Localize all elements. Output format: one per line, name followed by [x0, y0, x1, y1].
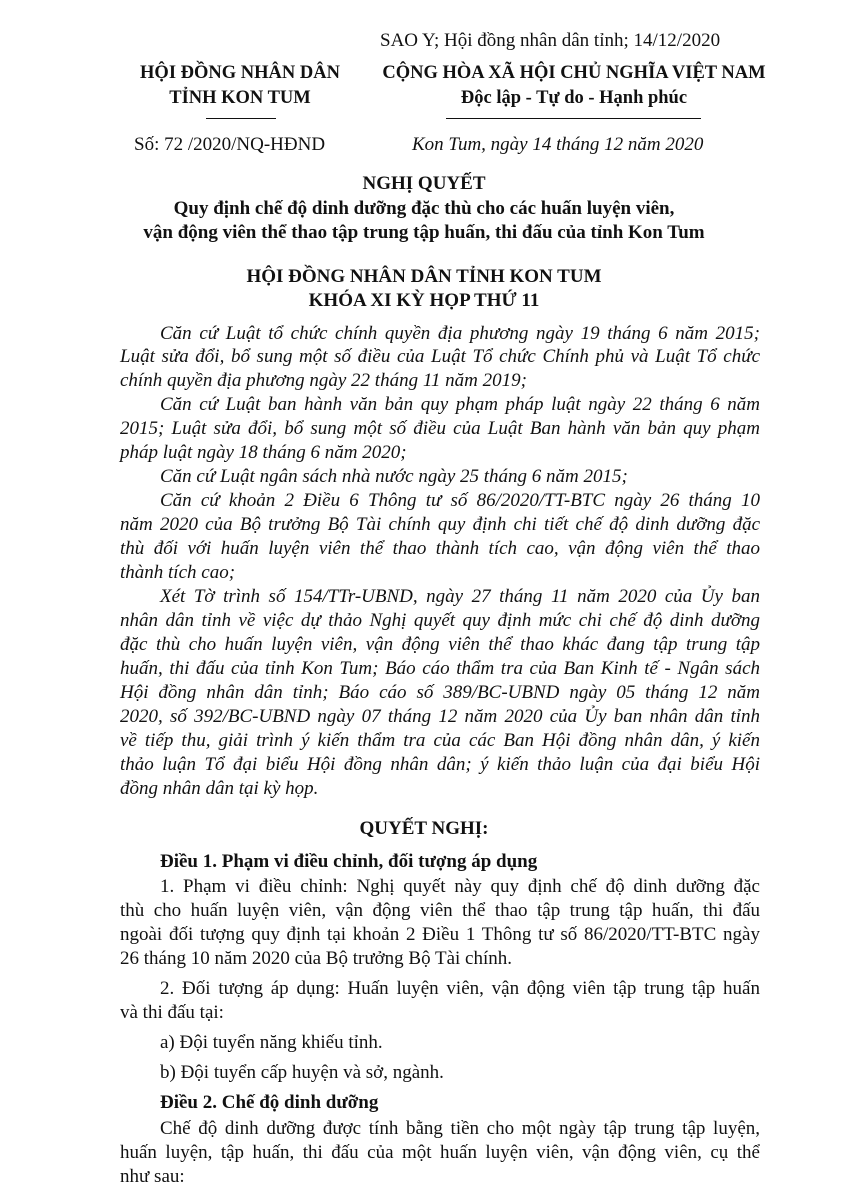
- agency-name-line1: HỘI ĐỒNG NHÂN DÂN: [140, 63, 340, 83]
- article1-item-a: a) Đội tuyển năng khiếu tỉnh.: [160, 1032, 383, 1053]
- subject-line1: Quy định chế độ dinh dưỡng đặc thù cho các huấn luyện viên,: [173, 198, 675, 219]
- preamble-line: đặc thù cho huấn luyện viên, vận động viên thể thao khác đang tập trung tập: [120, 634, 760, 655]
- article2-text-line: như sau:: [120, 1166, 185, 1187]
- article1-text-line: thù cho huấn luyện viên, vận động viên thể thao tập trung tập huấn, thi đấu: [120, 900, 760, 921]
- preamble-line: 2015; Luật sửa đổi, bổ sung một số điều của Luật Ban hành văn bản quy phạm: [120, 418, 760, 439]
- article1-item-b: b) Đội tuyển cấp huyện và sở, ngành.: [160, 1062, 444, 1083]
- article1-text-line: 26 tháng 10 năm 2020 của Bộ trưởng Bộ Tài chính.: [120, 948, 513, 969]
- preamble-line: Căn cứ khoản 2 Điều 6 Thông tư số 86/2020/TT-BTC ngày 26 tháng 10: [160, 490, 760, 511]
- motto-underline: [446, 118, 701, 119]
- national-title: CỘNG HÒA XÃ HỘI CHỦ NGHĨA VIỆT NAM: [382, 63, 766, 83]
- preamble-line: chính quyền địa phương ngày 22 tháng 11 năm 2019;: [120, 370, 527, 391]
- resolves-heading: QUYẾT NGHỊ:: [359, 818, 489, 839]
- preamble-line: huấn, thi đấu của tỉnh Kon Tum; Báo cáo thẩm tra của Ban Kinh tế - Ngân sách: [120, 658, 760, 679]
- document-type: NGHỊ QUYẾT: [362, 173, 486, 194]
- agency-name-line2: TỈNH KON TUM: [169, 88, 311, 108]
- preamble-line: đồng nhân dân tại kỳ họp.: [120, 778, 319, 799]
- article1-text-line: và thi đấu tại:: [120, 1002, 224, 1023]
- preamble-line: Luật sửa đổi, bổ sung một số điều của Luật Tổ chức Chính phủ và Luật Tổ chức: [120, 346, 760, 367]
- article2-text-line: huấn luyện, tập huấn, thi đấu của một huấn luyện viên, vận động viên, cụ thể: [120, 1142, 760, 1163]
- copy-stamp: SAO Y; Hội đồng nhân dân tỉnh; 14/12/2020: [380, 30, 721, 51]
- article1-heading: Điều 1. Phạm vi điều chỉnh, đối tượng áp dụng: [160, 851, 538, 872]
- preamble-line: về tiếp thu, giải trình ý kiến thẩm tra của các Ban Hội đồng nhân dân, ý kiến: [120, 730, 760, 751]
- article1-text-line: 2. Đối tượng áp dụng: Huấn luyện viên, vận động viên tập trung tập huấn: [160, 978, 760, 999]
- document-number: Số: 72 /2020/NQ-HĐND: [134, 134, 326, 155]
- preamble-line: Căn cứ Luật tổ chức chính quyền địa phương ngày 19 tháng 6 năm 2015;: [160, 323, 760, 344]
- preamble-line: thảo luận Tổ đại biểu Hội đồng nhân dân; ý kiến thảo luận của đại biểu Hội: [120, 754, 760, 775]
- preamble-line: 2020, số 392/BC-UBND ngày 07 tháng 12 năm 2020 của Ủy ban nhân dân tỉnh: [120, 706, 760, 727]
- council-session: KHÓA XI KỲ HỌP THỨ 11: [308, 290, 540, 311]
- article2-text-line: Chế độ dinh dưỡng được tính bằng tiền cho một ngày tập trung tập luyện,: [160, 1118, 760, 1139]
- preamble-line: pháp luật ngày 18 tháng 6 năm 2020;: [120, 442, 407, 463]
- preamble-line: thành tích cao;: [120, 562, 236, 583]
- preamble-line: Hội đồng nhân dân tỉnh; Báo cáo số 389/BC-UBND ngày 05 tháng 12 năm: [120, 682, 760, 703]
- subject-line2: vận động viên thể thao tập trung tập huấn, thi đấu của tỉnh Kon Tum: [143, 222, 705, 243]
- article1-text-line: 1. Phạm vi điều chỉnh: Nghị quyết này quy định chế độ dinh dưỡng đặc: [160, 876, 760, 897]
- place-date: Kon Tum, ngày 14 tháng 12 năm 2020: [412, 134, 704, 155]
- preamble-line: Căn cứ Luật ngân sách nhà nước ngày 25 tháng 6 năm 2015;: [160, 466, 628, 487]
- preamble-line: Xét Tờ trình số 154/TTr-UBND, ngày 27 tháng 11 năm 2020 của Ủy ban: [160, 586, 760, 607]
- preamble-line: Căn cứ Luật ban hành văn bản quy phạm pháp luật ngày 22 tháng 6 năm: [160, 394, 760, 415]
- preamble-line: thù đối với huấn luyện viên thể thao thành tích cao, vận động viên thể thao: [120, 538, 760, 559]
- council-name: HỘI ĐỒNG NHÂN DÂN TỈNH KON TUM: [246, 266, 602, 287]
- agency-underline: [206, 118, 276, 119]
- preamble-line: năm 2020 của Bộ trưởng Bộ Tài chính quy định chi tiết chế độ dinh dưỡng đặc: [120, 514, 760, 535]
- article2-heading: Điều 2. Chế độ dinh dưỡng: [160, 1092, 379, 1113]
- preamble-line: nhân dân tỉnh về việc dự thảo Nghị quyết quy định mức chi chế độ dinh dưỡng: [120, 610, 760, 631]
- article1-text-line: ngoài đối tượng quy định tại khoản 2 Điều 1 Thông tư số 86/2020/TT-BTC ngày: [120, 924, 760, 945]
- national-motto: Độc lập - Tự do - Hạnh phúc: [460, 88, 688, 108]
